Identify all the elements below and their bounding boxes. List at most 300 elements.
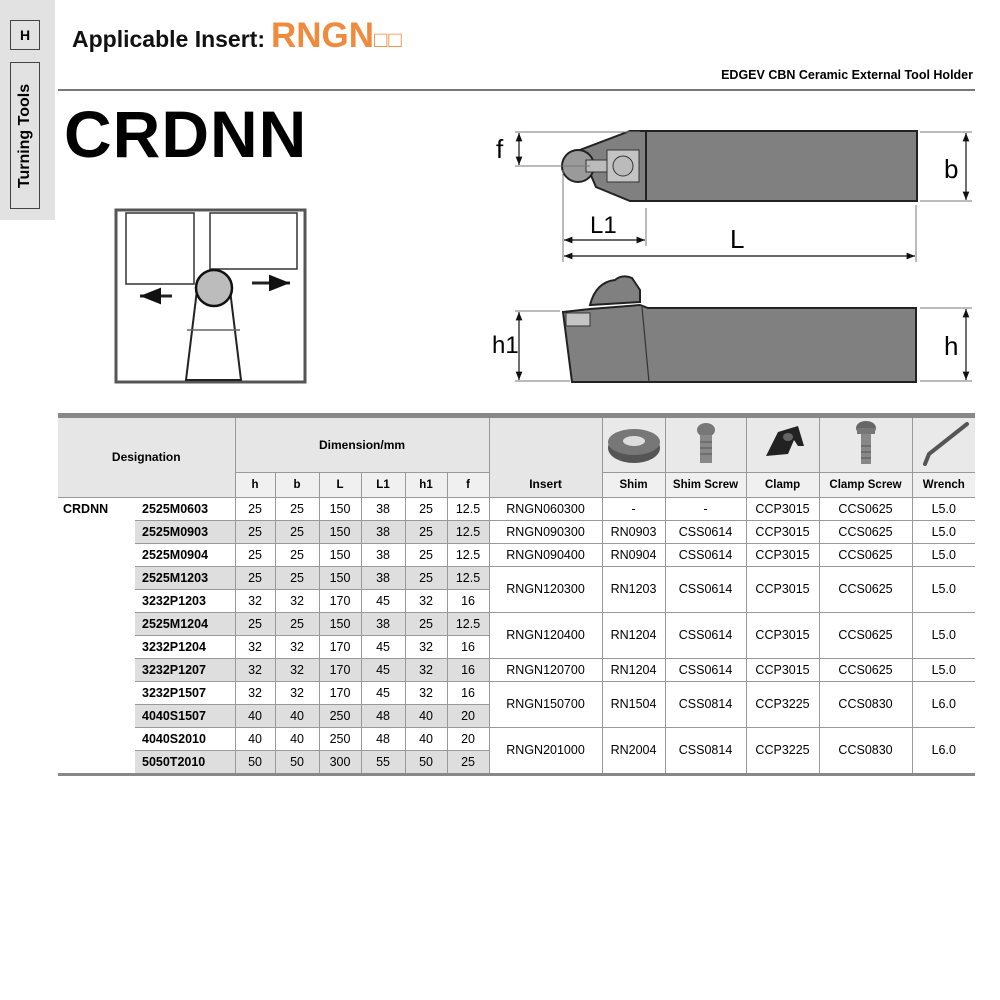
- dim-l-cell: [319, 567, 361, 590]
- designation-code-cell: [135, 613, 235, 636]
- dim-l1: 38: [376, 570, 390, 585]
- dim-f: 16: [461, 662, 475, 677]
- dimension-header: Dimension/mm: [319, 437, 406, 452]
- dim-f: 12.5: [455, 616, 481, 631]
- dim-h: 32: [248, 639, 262, 654]
- dim-l-cell: [319, 659, 361, 682]
- insert-cell: [489, 567, 602, 613]
- dim-l1-cell: [361, 521, 405, 544]
- dim-b-cell: [275, 705, 319, 728]
- dim-l: 150: [329, 501, 351, 516]
- dim-l: 250: [329, 708, 351, 723]
- shim-screw-cell: [665, 659, 746, 682]
- dim-h1-cell: [405, 728, 447, 751]
- shim-cell: [602, 728, 665, 775]
- table-row: [58, 682, 975, 705]
- dim-f-cell: [447, 567, 489, 590]
- shim-screw-cell: [665, 613, 746, 659]
- dim-h-cell: [235, 751, 275, 775]
- shim-header: Shim: [619, 478, 648, 491]
- dim-label-h: h: [944, 331, 959, 361]
- wrench-cell: [912, 498, 975, 521]
- wrench-cell: [912, 544, 975, 567]
- dim-l1-cell: [361, 751, 405, 775]
- product-subtitle: EDGEV CBN Ceramic External Tool Holder: [721, 68, 973, 82]
- dim-b-cell: [275, 498, 319, 521]
- dim-h1-cell: [405, 682, 447, 705]
- dim-header-b: b: [293, 478, 301, 491]
- dim-h-cell: [235, 728, 275, 751]
- insert-value: RNGN090300: [506, 524, 585, 539]
- dim-f-cell: [447, 544, 489, 567]
- dim-l1: 38: [376, 616, 390, 631]
- shim-screw-cell: [665, 567, 746, 613]
- clamp-value: CCP3225: [755, 743, 810, 757]
- dim-l1: 48: [376, 731, 390, 746]
- clamp-cell: [746, 521, 819, 544]
- dim-h: 25: [248, 616, 262, 631]
- dim-l1: 45: [376, 685, 390, 700]
- shim-cell: [602, 682, 665, 728]
- dim-h-cell: [235, 613, 275, 636]
- model-name: CRDNN: [63, 502, 109, 516]
- shim-screw-icon: [665, 416, 746, 473]
- table-row: [58, 728, 975, 751]
- dim-h-cell: [235, 590, 275, 613]
- dim-h: 25: [248, 547, 262, 562]
- dim-l: 150: [329, 570, 351, 585]
- designation-code-cell: [135, 521, 235, 544]
- designation-code-cell: [135, 728, 235, 751]
- clamp-screw-value: CCS0625: [838, 628, 893, 642]
- clamp-screw-value: CCS0625: [838, 524, 893, 539]
- insert-cell: [489, 521, 602, 544]
- application-diagram: [116, 210, 305, 382]
- insert-value: RNGN120300: [506, 582, 585, 596]
- dim-h-cell: [235, 705, 275, 728]
- insert-value: RNGN201000: [506, 743, 585, 757]
- dim-h: 25: [248, 501, 262, 516]
- dim-h1-cell: [405, 567, 447, 590]
- dim-b: 32: [290, 639, 304, 654]
- shim-screw-value: CSS0814: [678, 743, 733, 757]
- dim-l1-cell: [361, 544, 405, 567]
- designation-code: 4040S1507: [142, 708, 206, 723]
- dim-h1: 32: [419, 593, 433, 608]
- clamp-value: CCP3015: [755, 547, 810, 562]
- dim-b: 40: [290, 731, 304, 746]
- shim-value: RN0903: [610, 524, 657, 539]
- dim-b-cell: [275, 682, 319, 705]
- designation-header: Designation: [111, 450, 181, 464]
- clamp-cell: [746, 613, 819, 659]
- dim-l: 150: [329, 616, 351, 631]
- dim-b-cell: [275, 636, 319, 659]
- dim-l: 300: [329, 754, 351, 769]
- dim-label-h1: h1: [492, 332, 519, 359]
- dim-h1: 25: [419, 524, 433, 539]
- dim-h1: 32: [419, 662, 433, 677]
- dim-h1-cell: [405, 498, 447, 521]
- insert-value: RNGN090400: [506, 547, 585, 562]
- shim-cell: [602, 521, 665, 544]
- model-title: CRDNN: [64, 97, 308, 171]
- shim-screw-cell: [665, 728, 746, 775]
- designation-code: 4040S2010: [142, 731, 206, 746]
- clamp-cell: [746, 498, 819, 521]
- clamp-icon: [746, 416, 819, 473]
- dim-b-cell: [275, 567, 319, 590]
- dim-h1: 40: [419, 708, 433, 723]
- dim-b-cell: [275, 521, 319, 544]
- wrench-cell: [912, 728, 975, 775]
- designation-code-cell: [135, 705, 235, 728]
- dim-l1: 55: [376, 754, 390, 769]
- dim-h-cell: [235, 682, 275, 705]
- dim-h-cell: [235, 521, 275, 544]
- model-cell: [58, 498, 135, 775]
- shim-screw-cell: [665, 682, 746, 728]
- clamp-screw-value: CCS0830: [838, 697, 893, 711]
- shim-value: RN2004: [610, 743, 657, 757]
- wrench-cell: [912, 659, 975, 682]
- clamp-screw-value: CCS0625: [838, 582, 893, 596]
- dim-h: 32: [248, 662, 262, 677]
- dim-h1-cell: [405, 705, 447, 728]
- dim-h1: 40: [419, 731, 433, 746]
- shim-cell: [602, 613, 665, 659]
- dim-l1-cell: [361, 728, 405, 751]
- dim-h-cell: [235, 567, 275, 590]
- dim-h: 40: [248, 731, 262, 746]
- shim-screw-value: -: [703, 501, 708, 516]
- dim-l-cell: [319, 590, 361, 613]
- designation-code: 3232P1507: [142, 685, 206, 700]
- dim-h1-cell: [405, 544, 447, 567]
- clamp-screw-value: CCS0625: [838, 662, 893, 677]
- dim-label-f: f: [496, 134, 504, 164]
- wrench-value: L5.0: [931, 628, 956, 642]
- dim-b: 50: [290, 754, 304, 769]
- designation-code: 3232P1204: [142, 639, 206, 654]
- wrench-header-cell: [912, 473, 975, 498]
- specification-table: [58, 413, 975, 776]
- dim-header-f: f: [466, 478, 470, 491]
- dim-header-h1-cell: [405, 473, 447, 498]
- clamp-screw-value: CCS0625: [838, 547, 893, 562]
- dim-b-cell: [275, 544, 319, 567]
- table-row: [58, 613, 975, 636]
- dim-f-cell: [447, 682, 489, 705]
- dim-l1-cell: [361, 613, 405, 636]
- dim-f-cell: [447, 521, 489, 544]
- insert-suffix: □□: [374, 27, 403, 52]
- dim-f-cell: [447, 498, 489, 521]
- dim-b: 25: [290, 524, 304, 539]
- dim-h: 32: [248, 593, 262, 608]
- dim-h-cell: [235, 544, 275, 567]
- dim-f: 12.5: [455, 501, 481, 516]
- dim-l1-cell: [361, 636, 405, 659]
- dim-l-cell: [319, 613, 361, 636]
- dim-f-cell: [447, 659, 489, 682]
- shim-cell: [602, 544, 665, 567]
- insert-value: RNGN120400: [506, 628, 585, 642]
- section-name: Turning Tools: [16, 83, 33, 188]
- clamp-value: CCP3015: [755, 662, 810, 677]
- dim-f: 12.5: [455, 524, 481, 539]
- designation-code: 2525M0603: [142, 501, 209, 516]
- dim-l1-cell: [361, 705, 405, 728]
- clamp-value: CCP3015: [755, 582, 810, 596]
- dim-h1-cell: [405, 613, 447, 636]
- dim-b: 25: [290, 570, 304, 585]
- designation-header-cell: [58, 416, 235, 498]
- dim-header-h-cell: [235, 473, 275, 498]
- insert-cell: [489, 728, 602, 775]
- dim-l-cell: [319, 728, 361, 751]
- insert-cell: [489, 659, 602, 682]
- top-view-drawing: [496, 131, 972, 262]
- shim-cell: [602, 659, 665, 682]
- shim-screw-cell: [665, 521, 746, 544]
- clamp-cell: [746, 544, 819, 567]
- clamp-value: CCP3015: [755, 628, 810, 642]
- dim-l-cell: [319, 636, 361, 659]
- dimension-header-cell: [235, 416, 489, 473]
- clamp-screw-cell: [819, 682, 912, 728]
- designation-code-cell: [135, 659, 235, 682]
- designation-code-cell: [135, 544, 235, 567]
- dim-header-l: L: [336, 478, 344, 491]
- clamp-header: Clamp: [764, 478, 801, 491]
- shim-screw-value: CSS0614: [678, 628, 733, 642]
- dim-l: 170: [329, 593, 351, 608]
- insert-cell: [489, 498, 602, 521]
- designation-code: 3232P1207: [142, 662, 206, 677]
- designation-code: 5050T2010: [142, 754, 206, 769]
- dim-b-cell: [275, 613, 319, 636]
- wrench-value: L5.0: [931, 547, 956, 562]
- dim-l-cell: [319, 498, 361, 521]
- designation-code-cell: [135, 751, 235, 775]
- clamp-value: CCP3015: [755, 524, 810, 539]
- designation-code-cell: [135, 567, 235, 590]
- clamp-value: CCP3225: [755, 697, 810, 711]
- shim-cell: [602, 567, 665, 613]
- dim-h1: 25: [419, 547, 433, 562]
- insert-header-cell: [489, 416, 602, 498]
- dim-l: 150: [329, 524, 351, 539]
- dim-h-cell: [235, 498, 275, 521]
- clamp-cell: [746, 728, 819, 775]
- dim-h1-cell: [405, 751, 447, 775]
- clamp-screw-cell: [819, 659, 912, 682]
- wrench-cell: [912, 682, 975, 728]
- dim-f-cell: [447, 590, 489, 613]
- shim-screw-header-cell: [665, 473, 746, 498]
- dim-l-cell: [319, 751, 361, 775]
- dim-f: 16: [461, 685, 475, 700]
- table-row: [58, 567, 975, 590]
- shim-screw-value: CSS0614: [678, 662, 733, 677]
- shim-screw-header: Shim Screw: [672, 478, 739, 491]
- dim-f-cell: [447, 751, 489, 775]
- dim-f-cell: [447, 613, 489, 636]
- clamp-cell: [746, 567, 819, 613]
- clamp-screw-cell: [819, 728, 912, 775]
- dim-l1: 45: [376, 639, 390, 654]
- dim-l1: 48: [376, 708, 390, 723]
- dim-l: 150: [329, 547, 351, 562]
- dim-l1: 45: [376, 593, 390, 608]
- dim-l1: 45: [376, 662, 390, 677]
- dim-l1-cell: [361, 590, 405, 613]
- wrench-cell: [912, 521, 975, 544]
- table-row: [58, 659, 975, 682]
- dim-h-cell: [235, 636, 275, 659]
- dim-h1: 50: [419, 754, 433, 769]
- shim-screw-value: CSS0614: [678, 547, 733, 562]
- designation-code: 3232P1203: [142, 593, 206, 608]
- dim-l-cell: [319, 521, 361, 544]
- dim-h1-cell: [405, 521, 447, 544]
- wrench-cell: [912, 567, 975, 613]
- dim-f: 20: [461, 708, 475, 723]
- dim-f: 25: [461, 754, 475, 769]
- designation-code: 2525M0904: [142, 547, 209, 562]
- dim-label-l: L: [730, 224, 745, 254]
- dim-l1-cell: [361, 567, 405, 590]
- shim-value: RN1204: [610, 628, 657, 642]
- designation-code-cell: [135, 682, 235, 705]
- shim-screw-value: CSS0614: [678, 524, 733, 539]
- insert-cell: [489, 682, 602, 728]
- dim-header-l-cell: [319, 473, 361, 498]
- wrench-cell: [912, 613, 975, 659]
- dim-l1: 38: [376, 501, 390, 516]
- dim-h: 40: [248, 708, 262, 723]
- designation-code: 2525M1203: [142, 570, 209, 585]
- dim-label-b: b: [944, 154, 959, 184]
- wrench-icon: [912, 416, 975, 473]
- designation-code-cell: [135, 498, 235, 521]
- clamp-screw-header: Clamp Screw: [829, 478, 902, 491]
- designation-code: 2525M0903: [142, 524, 209, 539]
- dim-f: 16: [461, 593, 475, 608]
- shim-screw-cell: [665, 498, 746, 521]
- dim-l1: 38: [376, 524, 390, 539]
- dim-l1: 38: [376, 547, 390, 562]
- shim-value: RN0904: [610, 547, 657, 562]
- clamp-screw-cell: [819, 521, 912, 544]
- clamp-screw-cell: [819, 567, 912, 613]
- table-row: [58, 544, 975, 567]
- applicable-label: Applicable Insert:: [72, 26, 265, 52]
- dim-b: 25: [290, 616, 304, 631]
- clamp-screw-header-cell: [819, 473, 912, 498]
- dim-h1: 25: [419, 501, 433, 516]
- dim-h: 50: [248, 754, 262, 769]
- shim-screw-value: CSS0614: [678, 582, 733, 596]
- dim-b: 32: [290, 662, 304, 677]
- dim-b: 40: [290, 708, 304, 723]
- shim-header-cell: [602, 473, 665, 498]
- dim-header-h: h: [251, 478, 259, 491]
- dim-b: 25: [290, 501, 304, 516]
- clamp-screw-value: CCS0830: [838, 743, 893, 757]
- dim-h1-cell: [405, 636, 447, 659]
- dim-l: 170: [329, 639, 351, 654]
- dim-f: 16: [461, 639, 475, 654]
- section-letter-tab[interactable]: H: [10, 20, 40, 50]
- clamp-screw-cell: [819, 613, 912, 659]
- insert-header: Insert: [529, 477, 562, 491]
- dim-h1-cell: [405, 590, 447, 613]
- clamp-screw-value: CCS0625: [838, 501, 893, 516]
- dim-l1-cell: [361, 659, 405, 682]
- dim-l-cell: [319, 705, 361, 728]
- insert-type: RNGN: [270, 16, 375, 55]
- technical-drawings: [0, 0, 1000, 410]
- dim-h: 32: [248, 685, 262, 700]
- shim-value: RN1204: [610, 662, 657, 677]
- wrench-value: L5.0: [931, 501, 956, 516]
- wrench-header: Wrench: [922, 478, 965, 491]
- dim-header-f-cell: [447, 473, 489, 498]
- insert-cell: [489, 544, 602, 567]
- side-view-drawing: [492, 276, 972, 382]
- dim-h1: 25: [419, 570, 433, 585]
- clamp-screw-icon: [819, 416, 912, 473]
- wrench-value: L6.0: [931, 743, 956, 757]
- dim-b-cell: [275, 751, 319, 775]
- clamp-cell: [746, 682, 819, 728]
- insert-value: RNGN120700: [506, 662, 585, 677]
- dim-l1-cell: [361, 682, 405, 705]
- clamp-cell: [746, 659, 819, 682]
- dim-h1: 32: [419, 639, 433, 654]
- dim-f-cell: [447, 728, 489, 751]
- dim-f-cell: [447, 705, 489, 728]
- dim-h: 25: [248, 570, 262, 585]
- shim-screw-value: CSS0814: [678, 697, 733, 711]
- dim-b-cell: [275, 728, 319, 751]
- dim-b-cell: [275, 590, 319, 613]
- dim-f: 20: [461, 731, 475, 746]
- designation-code: 2525M1204: [142, 616, 209, 631]
- shim-icon: [602, 416, 665, 473]
- dim-header-h1: h1: [419, 478, 433, 491]
- wrench-value: L6.0: [931, 697, 956, 711]
- dim-header-l1: L1: [376, 478, 390, 491]
- shim-value: RN1203: [610, 582, 657, 596]
- dim-f: 12.5: [455, 570, 481, 585]
- wrench-value: L5.0: [931, 662, 956, 677]
- clamp-screw-cell: [819, 498, 912, 521]
- insert-value: RNGN060300: [506, 501, 585, 516]
- dim-b: 25: [290, 547, 304, 562]
- dim-h-cell: [235, 659, 275, 682]
- insert-cell: [489, 613, 602, 659]
- insert-value: RNGN150700: [506, 697, 585, 711]
- designation-code-cell: [135, 590, 235, 613]
- dim-label-l1: L1: [590, 212, 617, 239]
- designation-code-cell: [135, 636, 235, 659]
- dim-h1-cell: [405, 659, 447, 682]
- shim-cell: [602, 498, 665, 521]
- dim-b: 32: [290, 685, 304, 700]
